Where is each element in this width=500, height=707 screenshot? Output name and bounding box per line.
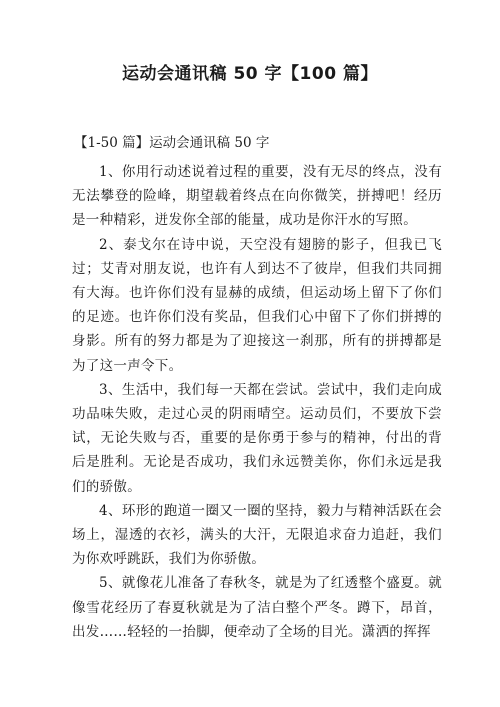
document-title: 运动会通讯稿 50 字【100 篇】: [122, 64, 378, 84]
paragraph-2: 2、泰戈尔在诗中说，天空没有翅膀的影子，但我已飞过；艾青对朋友说，也许有人到达不了彼岸，但我们共同拥有大海。也许你们没有显赫的成绩，但运动场上留下了你们的足迹。也许你们没有奖品，但我们心中留下了你们拼搏的身影。所有的努力都是为了迎接这一刹那，所有的拼搏都是为了这一声令下。: [72, 236, 442, 374]
document-body: [72, 160, 442, 644]
paragraph-5: 5、就像花儿准备了春秋冬，就是为了红透整个盛夏。就像雪花经历了春夏秋就是为了洁白整个严冬。蹲下，昂首，出发……轻轻的一抬脚，便牵动了全场的目光。潇洒的挥挥: [72, 575, 442, 640]
paragraph-3: 3、生活中，我们每一天都在尝试。尝试中，我们走向成功品味失败，走过心灵的阴雨晴空。运动员们，不要放下尝试，无论失败与否，重要的是你勇于参与的精神，付出的背后是胜利。无论是否成功，我们永远赞美你，你们永远是我们的骄傲。: [72, 381, 442, 495]
section-heading: 【1-50 篇】运动会通讯稿 50 字: [74, 135, 270, 151]
paragraph-1: 1、你用行动述说着过程的重要，没有无尽的终点，没有无法攀登的险峰，期望载着终点在向你微笑，拼搏吧！经历是一种精彩，迸发你全部的能量，成功是你汗水的写照。: [72, 164, 442, 229]
paragraph-4: 4、环形的跑道一圈又一圈的坚持，毅力与精神活跃在会场上，湿透的衣衫，满头的大汗，无限追求奋力追赶，我们为你欢呼跳跃，我们为你骄傲。: [72, 502, 442, 568]
